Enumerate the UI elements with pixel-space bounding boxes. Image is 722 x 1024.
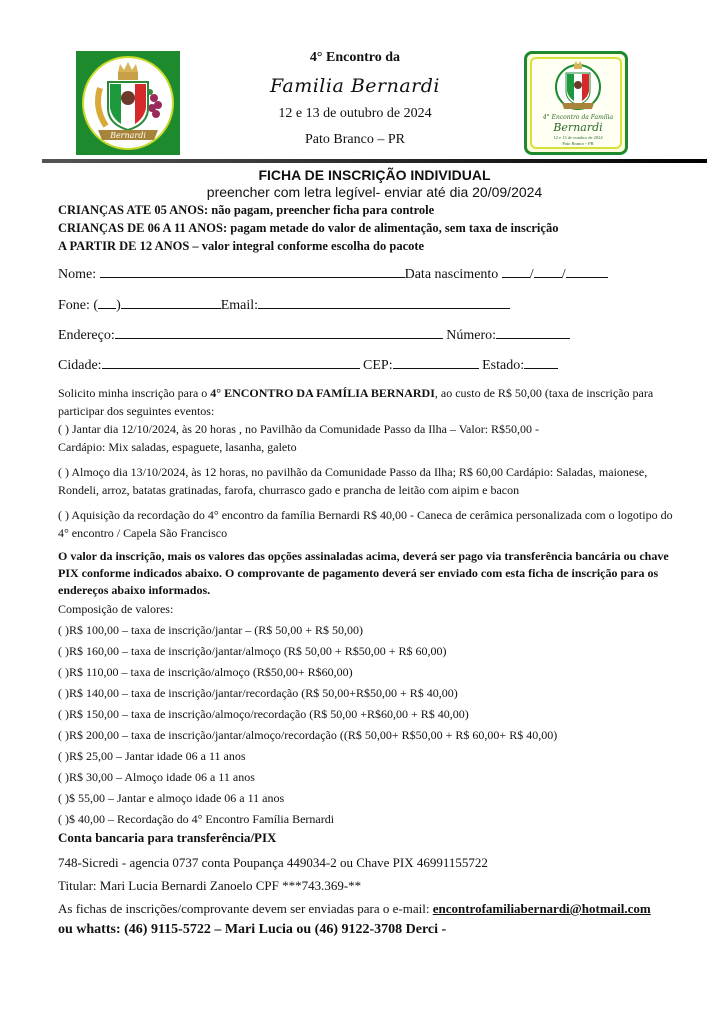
cep-field[interactable] [393,355,479,369]
option-dinner[interactable] [58,420,678,456]
logo-right-line3: 12 e 13 de outubro de 2024 [553,135,603,140]
whatsapp-contacts: ou whatts: (46) 9115-5722 – Mari Lucia ou (46) 9122-3708 Derci - [58,922,447,937]
composition-item[interactable]: ( )R$ 110,00 – taxa de inscrição/almoço (R$50,00+ R$60,00) [58,665,353,679]
email-instruction-text: As fichas de inscrições/comprovante devem ser enviadas para o e-mail: [58,901,433,916]
payment-note: O valor da inscrição, mais os valores das opções assinaladas acima, deverá ser pago via transferência bancária ou chave PIX conforme indicados abaixo. O comprovante de pagamento deverá ser enviado com esta ficha de inscrição para os endereços abaixo informados. [58,549,669,597]
row-phone-email [58,295,510,314]
fone-number-field[interactable] [121,295,221,309]
crest-ring [82,56,174,150]
row-address [58,325,570,344]
composition-item[interactable]: ( )R$ 150,00 – taxa de inscrição/almoço/recordação (R$ 50,00 +R$60,00 + R$ 40,00) [58,707,469,721]
event-date: 12 e 13 de outubro de 2024 [278,106,432,121]
event-location: Pato Branco – PR [305,132,405,147]
composition-item[interactable]: ( )R$ 160,00 – taxa de inscrição/jantar/almoço (R$ 50,00 + R$50,00 + R$ 60,00) [58,644,447,658]
intro-event-name: 4° ENCONTRO DA FAMÍLIA BERNARDI [210,386,435,400]
email-field[interactable] [258,295,510,309]
event-family-name: Familia Bernardi [269,75,440,97]
intro-paragraph [58,384,678,420]
composition-item[interactable]: ( )R$ 200,00 – taxa de inscrição/jantar/almoço/recordação ((R$ 50,00+ R$50,00 + R$ 60,00+ R$ 40,00) [58,728,558,742]
birth-day-field[interactable] [502,264,530,278]
slash: / [529,267,534,282]
bank-title: Conta bancaria para transferência/PIX [58,830,277,845]
event-logo-right [524,51,628,155]
fone-label: Fone: ( [58,298,99,313]
birth-month-field[interactable] [534,264,562,278]
composition-item[interactable]: ( )$ 40,00 – Recordação do 4° Encontro Família Bernardi [58,812,335,826]
event-logo-inner [530,57,622,149]
estado-label: Estado: [482,358,525,373]
event-title-line1: 4° Encontro da [309,50,401,65]
composition-item[interactable]: ( )R$ 25,00 – Jantar idade 06 a 11 anos [58,749,246,763]
form-title: FICHA DE INSCRIÇÃO INDIVIDUAL [258,167,491,183]
fone-paren: ) [116,298,121,313]
composition-item[interactable]: ( )R$ 100,00 – taxa de inscrição/jantar – (R$ 50,00 + R$ 50,00) [58,623,364,637]
composition-item[interactable]: ( )R$ 140,00 – taxa de inscrição/jantar/recordação (R$ 50,00+R$50,00 + R$ 40,00) [58,686,458,700]
cidade-label: Cidade: [58,358,102,373]
estado-field[interactable] [524,355,558,369]
option-souvenir[interactable]: ( ) Aquisição da recordação do 4° encontro da família Bernardi R$ 40,00 - Caneca de cerâmica personalizada com o logotipo do 4° encontro / Capela São Francisco [58,508,673,540]
cidade-field[interactable] [102,355,360,369]
family-crest-logo-left [76,51,180,155]
logo-ribbon-text: Bernardi [110,131,146,140]
contact-email-link[interactable]: encontrofamiliabernardi@hotmail.com [432,901,651,916]
bank-account: 748-Sicredi - agencia 0737 conta Poupança 449034-2 ou Chave PIX 46991155722 [58,855,488,870]
email-label: Email: [220,298,259,313]
nome-field[interactable] [100,264,405,278]
option-lunch[interactable]: ( ) Almoço dia 13/10/2024, às 12 horas, no pavilhão da Comunidade Passo da Ilha; R$ 60,00 Cardápio: Saladas, maionese, Rondeli, arroz, batatas gratinadas, farofa, churrasco gado e prancha de leitão com aipim e bacon [58,465,648,497]
rule-children-6-11: CRIANÇAS DE 06 A 11 ANOS: pagam metade do valor de alimentação, sem taxa de inscrição [58,221,559,235]
birth-year-field[interactable] [566,264,608,278]
rule-12-plus: A PARTIR DE 12 ANOS – valor integral conforme escolha do pacote [58,239,425,253]
form-subtitle: preencher com letra legível- enviar até dia 20/09/2024 [206,184,543,200]
event-crest-icon [532,59,624,151]
fone-ddd-field[interactable] [98,295,116,309]
logo-right-line4: Pato Branco - PR [562,141,594,146]
option-dinner-menu: Cardápio: Mix saladas, espaguete, lasanha, galeto [58,440,297,454]
email-instruction [58,901,651,917]
intro-text: Solicito minha inscrição para o [58,386,211,400]
slash: / [561,267,566,282]
birth-label: Data nascimento [404,267,499,282]
header-divider [42,159,707,163]
numero-label: Número: [446,328,497,343]
intro-text-cont: , ao custo de R$ 50,00 (taxa de inscrição para participar dos seguintes eventos: [58,386,654,418]
row-city [58,355,558,374]
endereco-field[interactable] [115,325,443,339]
numero-field[interactable] [496,325,570,339]
option-dinner-text: ( ) Jantar dia 12/10/2024, às 20 horas , no Pavilhão da Comunidade Passo da Ilha – Valor: R$50,00 - [58,422,540,436]
row-name-birth [58,264,608,283]
logo-right-line2: Bernardi [553,121,603,134]
endereco-label: Endereço: [58,328,115,343]
composition-item[interactable]: ( )$ 55,00 – Jantar e almoço idade 06 a 11 anos [58,791,285,805]
composition-title: Composição de valores: [58,602,174,616]
crest-icon [84,58,172,148]
cep-label: CEP: [363,358,393,373]
rule-children-under-5: CRIANÇAS ATE 05 ANOS: não pagam, preencher ficha para controle [58,203,435,217]
composition-item[interactable]: ( )R$ 30,00 – Almoço idade 06 a 11 anos [58,770,255,784]
logo-right-line1: 4° Encontro da Família [542,114,614,121]
nome-label: Nome: [58,267,97,282]
bank-holder: Titular: Mari Lucia Bernardi Zanoelo CPF ***743.369-** [58,878,362,893]
